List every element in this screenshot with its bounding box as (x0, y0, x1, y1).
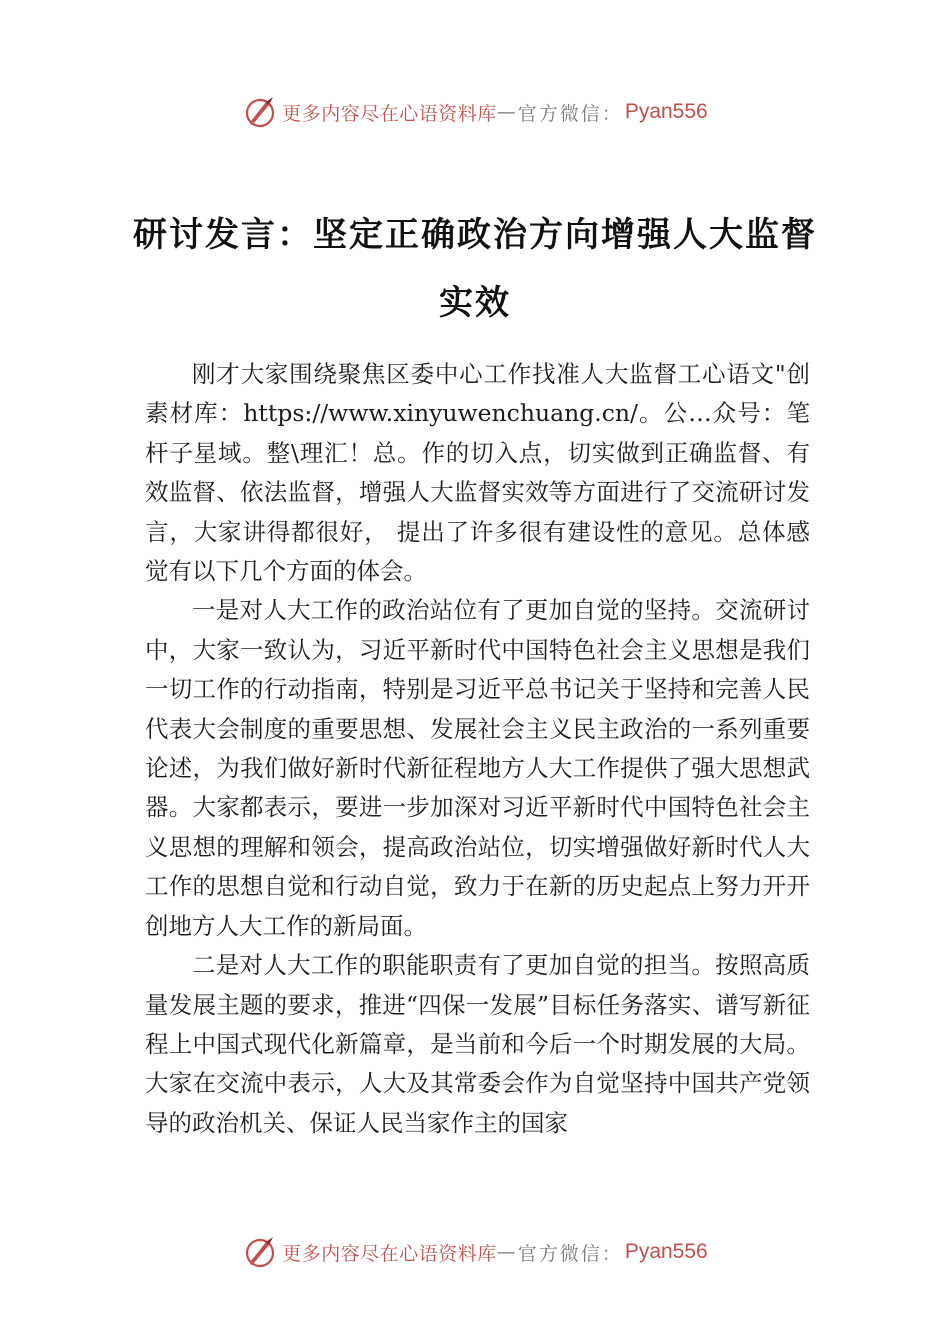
banner-dash: — (496, 101, 518, 123)
document-title: 研讨发言：坚定正确政治方向增强人大监督实效 (133, 214, 817, 323)
document-body (145, 355, 810, 1143)
banner-dash: — (496, 1241, 518, 1263)
header-banner (0, 92, 950, 132)
banner-main-text: 更多内容尽在心语资料库 (282, 1242, 497, 1265)
banner-wechat-id: Pyan556 (624, 1240, 708, 1263)
paragraph-point-two: 二是对人大工作的职能职责有了更加自觉的担当。按照高质量发展主题的要求，推进“四保一发展”目标任务落实、谱写新征程上中国式现代化新篇章，是当前和今后一个时期发展的大局。大家在交流中表示，人大及其常委会作为自觉坚持中国共产党领导的政治机关、保证人民当家作主的国家 (145, 951, 810, 1137)
quill-pen-logo-icon (242, 1234, 278, 1270)
banner-main-text: 更多内容尽在心语资料库 (282, 102, 497, 125)
banner-wechat-label: 官方微信： (517, 102, 623, 125)
paragraph-point-one: 一是对人大工作的政治站位有了更加自觉的坚持。交流研讨中，大家一致认为，习近平新时代中国特色社会主义思想是我们一切工作的行动指南，特别是习近平总书记关于坚持和完善人民代表大会制度的重要思想、发展社会主义民主政治的一系列重要论述，为我们做好新时代新征程地方人大工作提供了强大思想武器。大家都表示，要进一步加深对习近平新时代中国特色社会主义思想的理解和领会，提高政治站位，切实增强做好新时代人大工作的思想自觉和行动自觉，致力于在新的历史起点上努力开开创地方人大工作的新局面。 (145, 596, 810, 940)
banner-wechat-id: Pyan556 (624, 100, 708, 123)
quill-pen-logo-icon (242, 94, 278, 130)
footer-banner (0, 1232, 950, 1272)
paragraph-intro: 刚才大家围绕聚焦区委中心工作找准人大监督工心语文"创素材库：https://www.xinyuwenchuang.cn/。公…众号：笔杆子星域。整\理汇！总。作的切入点，切实做到正确监督、有效监督、依法监督，增强人大监督实效等方面进行了交流研讨发言，大家讲得都很好， 提出了许多很有建设性的意见。总体感觉有以下几个方面的体会。 (145, 360, 810, 586)
banner-wechat-label: 官方微信： (517, 1242, 623, 1265)
